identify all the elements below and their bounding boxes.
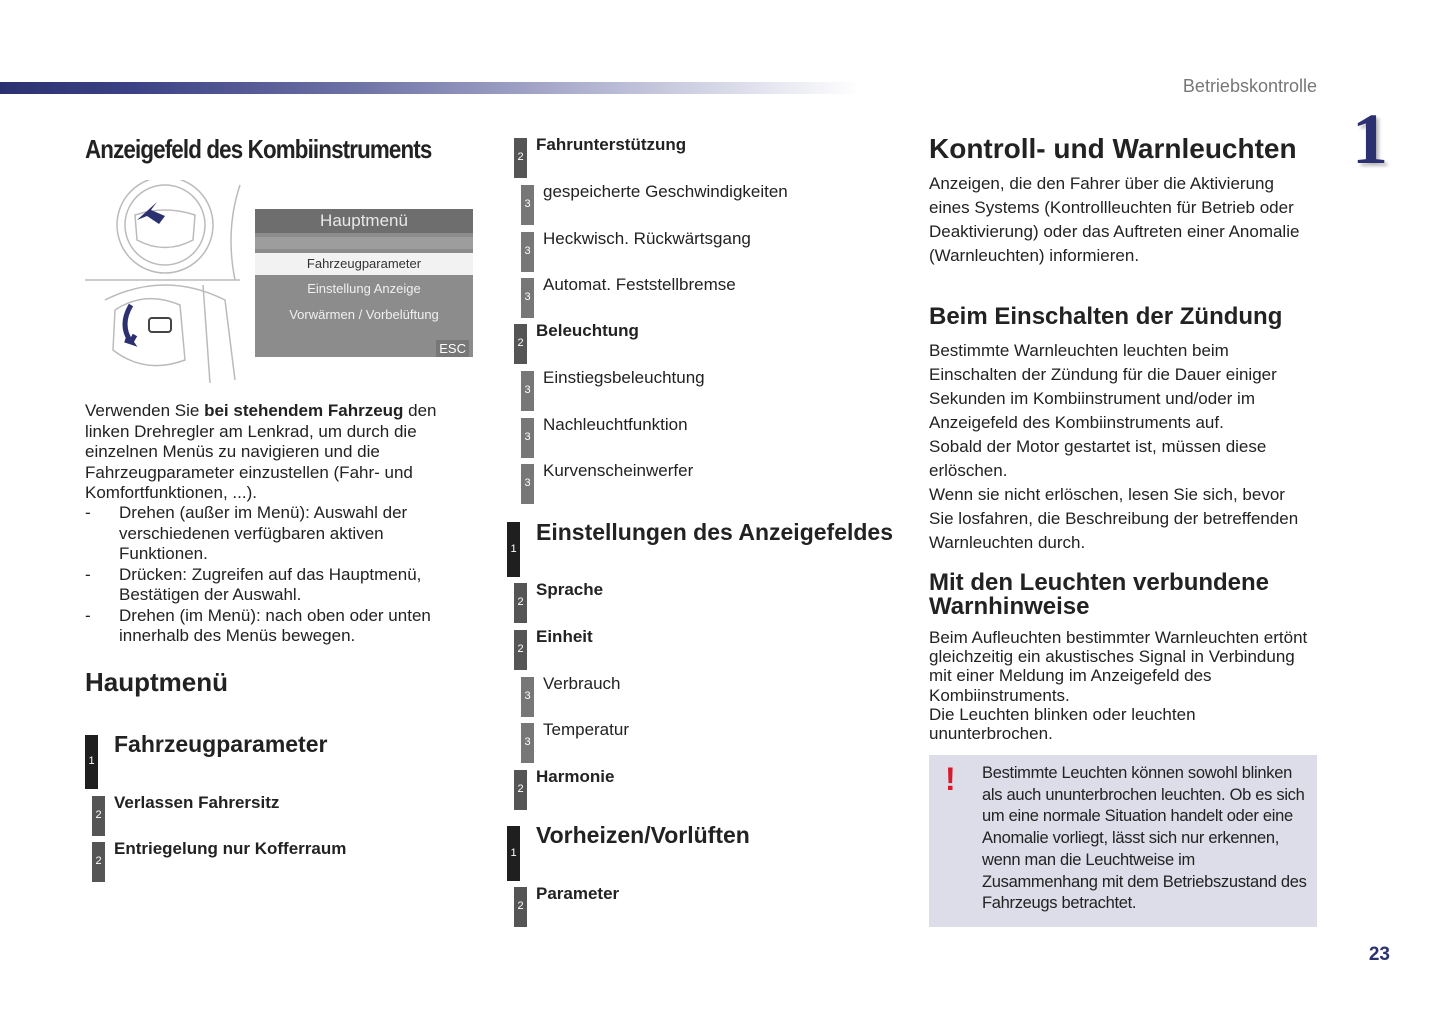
intro-text: Verwenden Sie [85, 401, 205, 420]
menu-item-level2: Harmonie [536, 767, 615, 786]
menu-item-level2: Sprache [536, 580, 604, 599]
screen-selected-item: Fahrzeugparameter [255, 253, 473, 275]
level-marker: 3 [521, 677, 534, 717]
warn-title: Mit den Leuchten verbundene Warnhinweise [929, 569, 1270, 620]
menu-item-level3: Heckwisch. Rückwärtsgang [543, 229, 751, 248]
level-marker: 2 [514, 770, 527, 810]
warn-paragraph: Die Leuchten blinken oder leuchten ununterbrochen. [929, 704, 1196, 744]
section-title: Betriebskontrolle [1182, 76, 1317, 96]
menu-item-level2: Entriegelung nur Kofferraum [114, 839, 347, 858]
level-marker: 2 [514, 887, 527, 927]
menu-item-level3: Kurvenscheinwerfer [543, 461, 694, 480]
menu-item-level3: Einstiegsbeleuchtung [543, 368, 705, 387]
bullet-text: Drücken: Zugreifen auf das Hauptmenü, Bestätigen der Auswahl. [119, 564, 422, 604]
level-marker: 3 [521, 418, 534, 458]
screen-divider [255, 237, 473, 249]
level-marker: 3 [521, 464, 534, 504]
level-marker: 3 [521, 278, 534, 318]
level-marker: 1 [507, 522, 520, 577]
warn-text [929, 628, 1314, 743]
menu-item-level1: Einstellungen des Anzeigefeldes [536, 519, 894, 545]
menu-item-level2: Fahrunterstützung [536, 135, 687, 154]
left-title: Anzeigefeld des Kombiinstruments [85, 134, 432, 164]
ignition-title: Beim Einschalten der Zündung [929, 303, 1283, 330]
bullet-text: Drehen (im Menü): nach oben oder unten innerhalb des Menüs bewegen. [119, 605, 431, 645]
level-marker: 3 [521, 232, 534, 272]
menu-item-level3: Verbrauch [543, 674, 621, 693]
ignition-text [929, 339, 1314, 555]
ignition-paragraph: Sobald der Motor gestartet ist, müssen diese erlöschen. [929, 437, 1267, 480]
warning-icon: ! [945, 761, 956, 797]
level-marker: 2 [92, 842, 105, 882]
intro-text: den linken Drehregler am Lenkrad, um durch die einzelnen Menüs zu navigieren und die Fahrzeugparameter einzustellen (Fahr- und Komfortfunktionen, ...). [85, 401, 437, 502]
intro-paragraph [85, 401, 463, 504]
note-text: Bestimmte Leuchten können sowohl blinken als auch ununterbrochen leuchten. Ob es sich um eine normale Situation handelt oder eine Anomalie vorliegt, lässt sich nur erkennen, wenn man die Leuchtweise im Zusammenhang mit dem Betriebszustand des Fahrzeugs betrachtet. [982, 764, 1307, 913]
level-marker: 3 [521, 185, 534, 225]
level-marker: 3 [521, 723, 534, 763]
level-marker: 1 [507, 826, 520, 881]
instrument-screen [255, 209, 473, 357]
screen-title: Hauptmenü [255, 209, 473, 233]
page-number: 23 [1368, 944, 1390, 965]
menu-item-level1: Fahrzeugparameter [114, 731, 328, 757]
menu-item-level1: Vorheizen/Vorlüften [536, 822, 750, 848]
bullet-list [85, 503, 470, 647]
menu-item-level3: gespeicherte Geschwindigkeiten [543, 182, 788, 201]
menu-item-level3: Automat. Feststellbremse [543, 275, 736, 294]
header-bar [0, 82, 860, 94]
screen-menu-item: Einstellung Anzeige [307, 281, 421, 296]
bullet-item [85, 503, 470, 565]
ignition-paragraph: Bestimmte Warnleuchten leuchten beim Einschalten der Zündung für die Dauer einiger Sekunden im Kombiinstrument und/oder im Anzeigefeld des Kombiinstruments auf. [929, 341, 1277, 432]
right-intro: Anzeigen, die den Fahrer über die Aktivierung eines Systems (Kontrollleuchten für Betrieb oder Deaktivierung) oder das Auftreten einer Anomalie (Warnleuchten) informieren. [929, 174, 1300, 265]
warn-paragraph: Beim Aufleuchten bestimmter Warnleuchten ertönt gleichzeitig ein akustisches Signal in Verbindung mit einer Meldung im Anzeigefeld des Kombiinstruments. [929, 628, 1308, 705]
bullet-mark: - [85, 503, 91, 522]
screen-menu-item: Vorwärmen / Vorbelüftung [289, 307, 439, 322]
level-marker: 2 [514, 324, 527, 364]
level-marker: 3 [521, 371, 534, 411]
ignition-paragraph: Wenn sie nicht erlöschen, lesen Sie sich, bevor Sie losfahren, die Beschreibung der betreffenden Warnleuchten durch. [929, 485, 1299, 552]
bullet-mark: - [85, 605, 91, 625]
level-marker: 2 [92, 796, 105, 836]
menu-item-level2: Parameter [536, 884, 620, 903]
menu-item-level2: Beleuchtung [536, 321, 639, 340]
screen-esc-label: ESC [436, 340, 469, 357]
menu-item-level3: Temperatur [543, 720, 629, 739]
level-marker: 2 [514, 138, 527, 178]
menu-item-level2: Verlassen Fahrersitz [114, 793, 280, 812]
level-marker: 2 [514, 583, 527, 623]
intro-bold: bei stehendem Fahrzeug [204, 401, 404, 420]
hauptmenu-title: Hauptmenü [85, 667, 228, 697]
menu-item-level3: Nachleuchtfunktion [543, 415, 688, 434]
right-title: Kontroll- und Warnleuchten [929, 133, 1297, 164]
bullet-mark: - [85, 564, 91, 584]
chapter-number: 1 [1352, 99, 1388, 179]
level-marker: 2 [514, 630, 527, 670]
note-box [929, 755, 1317, 927]
bullet-item [85, 606, 470, 647]
steering-wheel-icon [85, 180, 255, 383]
menu-item-level2: Einheit [536, 627, 593, 646]
bullet-text: Drehen (außer im Menü): Auswahl der verschiedenen verfügbaren aktiven Funktionen. [119, 503, 408, 563]
level-marker: 1 [85, 735, 98, 789]
bullet-item [85, 565, 470, 606]
